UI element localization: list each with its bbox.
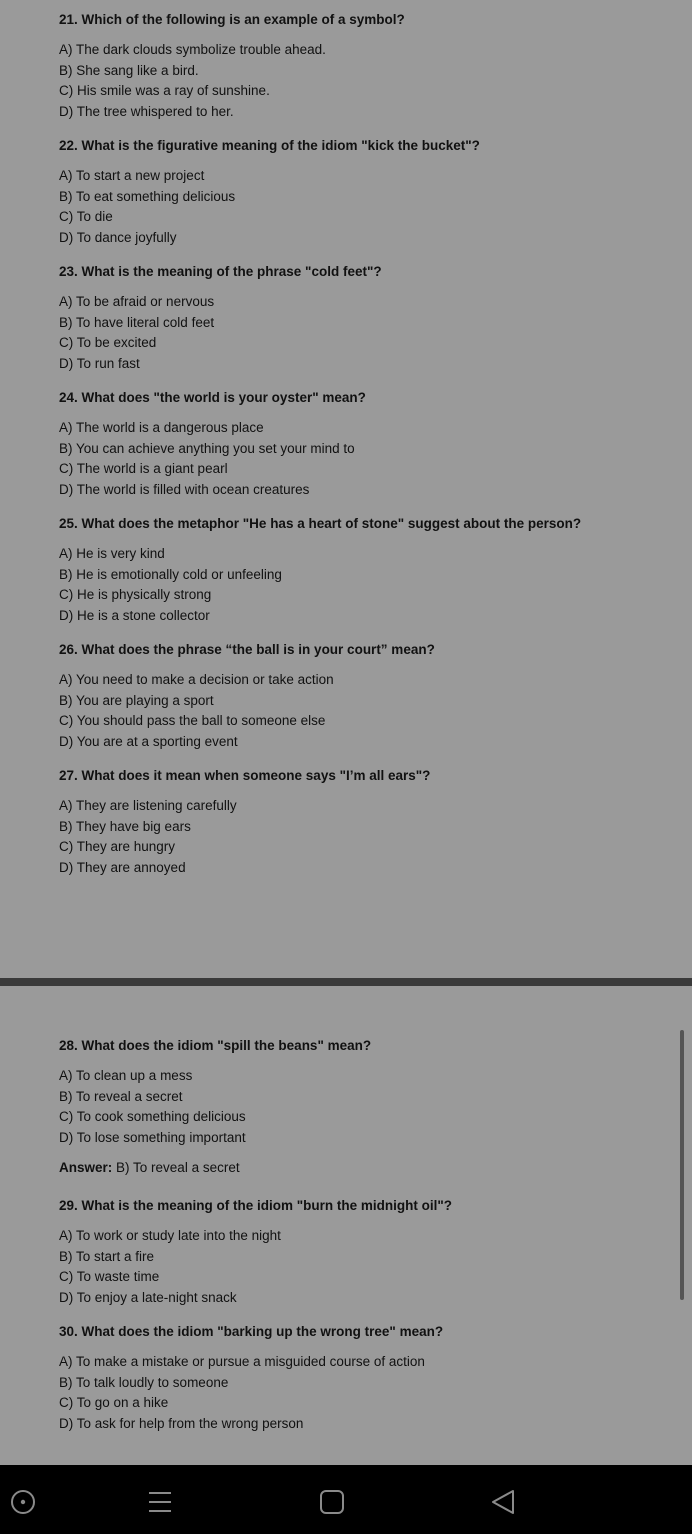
question-28: [59, 1036, 652, 1148]
option-b: B) She sang like a bird.: [59, 62, 199, 78]
option-a: A) The dark clouds symbolize trouble ahead.: [59, 42, 326, 57]
option-a: A) You need to make a decision or take action: [59, 672, 334, 687]
option-b: B) They have big ears: [59, 818, 191, 834]
option-a: A) To start a new project: [59, 168, 205, 183]
option-d: D) You are at a sporting event: [59, 733, 238, 749]
home-square-icon[interactable]: [319, 1489, 345, 1515]
question-23: [59, 262, 652, 374]
question-title: 28. What does the idiom "spill the beans" mean?: [59, 1038, 372, 1053]
question-title: 23. What is the meaning of the phrase "cold feet"?: [59, 264, 382, 279]
back-triangle-icon[interactable]: [490, 1489, 516, 1515]
page-divider: [0, 978, 692, 986]
option-c: C) To be excited: [59, 335, 157, 350]
option-d: D) They are annoyed: [59, 859, 186, 875]
option-d: D) The tree whispered to her.: [59, 103, 234, 119]
option-c: C) The world is a giant pearl: [59, 461, 228, 476]
question-27: [59, 766, 652, 878]
option-d: D) The world is filled with ocean creatures: [59, 481, 310, 497]
question-title: 24. What does "the world is your oyster" mean?: [59, 390, 366, 405]
option-d: D) To lose something important: [59, 1129, 246, 1145]
option-d: D) To dance joyfully: [59, 229, 177, 245]
option-c: C) To waste time: [59, 1269, 160, 1284]
option-b: B) To start a fire: [59, 1248, 155, 1264]
option-c: C) He is physically strong: [59, 587, 212, 602]
option-c: C) His smile was a ray of sunshine.: [59, 83, 270, 98]
option-b: B) He is emotionally cold or unfeeling: [59, 566, 282, 582]
question-22: [59, 136, 652, 248]
answer-value: B) To reveal a secret: [116, 1160, 240, 1175]
question-29: [59, 1196, 652, 1308]
option-c: C) You should pass the ball to someone else: [59, 713, 326, 728]
option-a: A) To work or study late into the night: [59, 1228, 281, 1243]
question-title: 25. What does the metaphor "He has a heart of stone" suggest about the person?: [59, 516, 582, 531]
option-d: D) To run fast: [59, 355, 140, 371]
assistant-circle-icon[interactable]: [10, 1489, 36, 1515]
option-a: A) They are listening carefully: [59, 798, 237, 813]
question-26: [59, 640, 652, 752]
question-title: 26. What does the phrase “the ball is in your court” mean?: [59, 642, 435, 657]
question-list-top: [59, 10, 652, 892]
option-a: A) To clean up a mess: [59, 1068, 193, 1083]
question-title: 21. Which of the following is an example of a symbol?: [59, 12, 405, 27]
question-title: 27. What does it mean when someone says "I’m all ears"?: [59, 768, 431, 783]
question-title: 30. What does the idiom "barking up the wrong tree" mean?: [59, 1324, 444, 1339]
option-c: C) To go on a hike: [59, 1395, 169, 1410]
option-c: C) They are hungry: [59, 839, 176, 854]
question-25: [59, 514, 652, 626]
option-a: A) To be afraid or nervous: [59, 294, 215, 309]
option-b: B) To have literal cold feet: [59, 314, 215, 330]
option-a: A) To make a mistake or pursue a misguided course of action: [59, 1354, 425, 1369]
option-c: C) To die: [59, 209, 113, 224]
option-b: B) You are playing a sport: [59, 692, 214, 708]
option-a: A) He is very kind: [59, 546, 165, 561]
option-a: A) The world is a dangerous place: [59, 420, 264, 435]
option-d: D) To enjoy a late-night snack: [59, 1289, 237, 1305]
option-b: B) To reveal a secret: [59, 1088, 183, 1104]
question-title: 22. What is the figurative meaning of the idiom "kick the bucket"?: [59, 138, 480, 153]
question-21: [59, 10, 652, 122]
option-b: B) To eat something delicious: [59, 188, 236, 204]
document-page-bottom: [0, 986, 692, 1465]
question-30: [59, 1322, 652, 1434]
option-d: D) He is a stone collector: [59, 607, 210, 623]
question-24: [59, 388, 652, 500]
question-list-bottom: [59, 1036, 652, 1448]
answer-line: [59, 1158, 652, 1178]
question-title: 29. What is the meaning of the idiom "burn the midnight oil"?: [59, 1198, 453, 1213]
android-nav-bar: [0, 1465, 692, 1534]
answer-label: Answer:: [59, 1160, 113, 1175]
option-d: D) To ask for help from the wrong person: [59, 1415, 304, 1431]
option-b: B) You can achieve anything you set your mind to: [59, 440, 355, 456]
option-b: B) To talk loudly to someone: [59, 1374, 229, 1390]
menu-lines-icon[interactable]: [147, 1489, 173, 1515]
scrollbar[interactable]: [680, 1030, 684, 1300]
option-c: C) To cook something delicious: [59, 1109, 246, 1124]
